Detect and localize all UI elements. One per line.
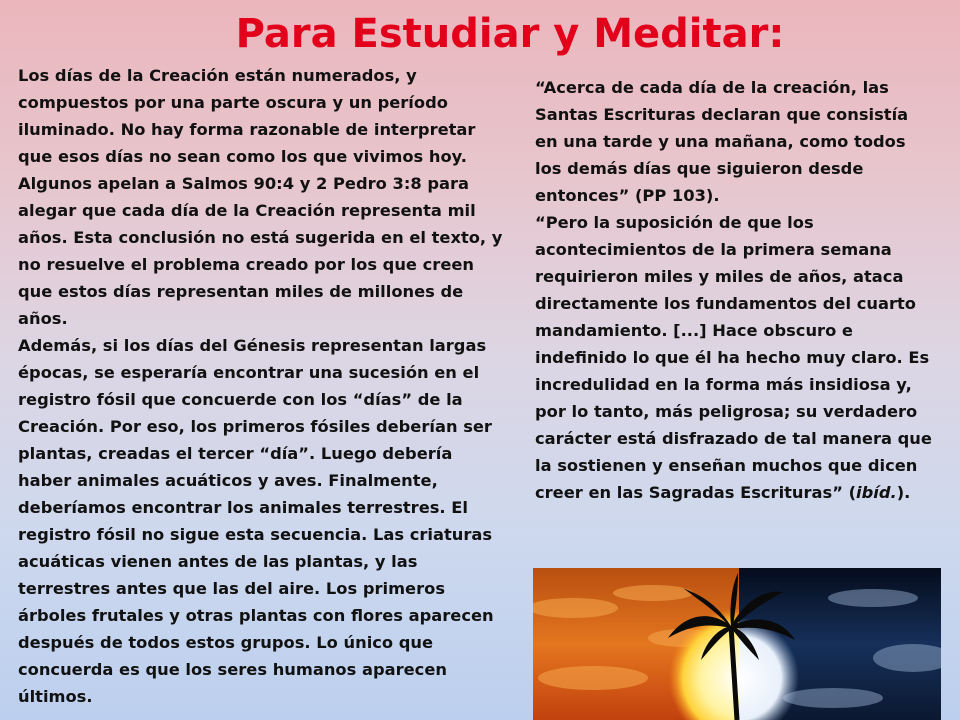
quote-1: “Acerca de cada día de la creación, las Santas Escrituras declaran que consistía en una tarde y una mañana, como todos los demás días que siguieron desde entonces” (PP 103).: [535, 78, 909, 205]
quote-2-ibid: ibíd.: [856, 483, 897, 502]
left-paragraph-1: Los días de la Creación están numerados, y compuestos por una parte oscura y un período iluminado. No hay forma razonable de interpretar que esos días no sean como los que vivimos hoy. Algunos apelan a Salmos 90:4 y 2 Pedro 3:8 para alegar que cada día de la Creación representa mil años. Esta conclusión no está sugerida en el texto, y no resuelve el problema creado por los que creen que estos días representan miles de millones de años.: [18, 66, 503, 328]
day-night-palm-sun-image: [533, 568, 941, 720]
quote-2: [535, 209, 935, 506]
quote-2-main: “Pero la suposición de que los acontecimientos de la primera semana requirieron miles y miles de años, ataca directamente los fundamentos del cuarto mandamiento. [...] Hace obscuro e indefinido lo que él ha hecho muy claro. Es incredulidad en la forma más insidiosa y, por lo tanto, más peligrosa; su verdadero carácter está disfrazado de tal manera que la sostienen y enseñan muchos que dicen creer en las Sagradas Escrituras” (: [535, 213, 932, 502]
day-night-palm-image: [533, 568, 941, 720]
right-quote-column: [535, 74, 935, 506]
left-paragraph-2: Además, si los días del Génesis representan largas épocas, se esperaría encontrar una sucesión en el registro fósil que concuerde con los “días” de la Creación. Por eso, los primeros fósiles deberían ser plantas, creadas el tercer “día”. Luego debería haber animales acuáticos y aves. Finalmente, deberíamos encontrar los animales terrestres. El registro fósil no sigue esta secuencia. Las criaturas acuáticas vienen antes de las plantas, y las terrestres antes que las del aire. Los primeros árboles frutales y otras plantas con flores aparecen después de todos estos grupos. Lo único que concuerda es que los seres humanos aparecen últimos.: [18, 336, 494, 706]
quote-2-end: ).: [896, 483, 911, 502]
left-text-column: [18, 62, 504, 710]
slide-title: Para Estudiar y Meditar:: [235, 11, 785, 57]
